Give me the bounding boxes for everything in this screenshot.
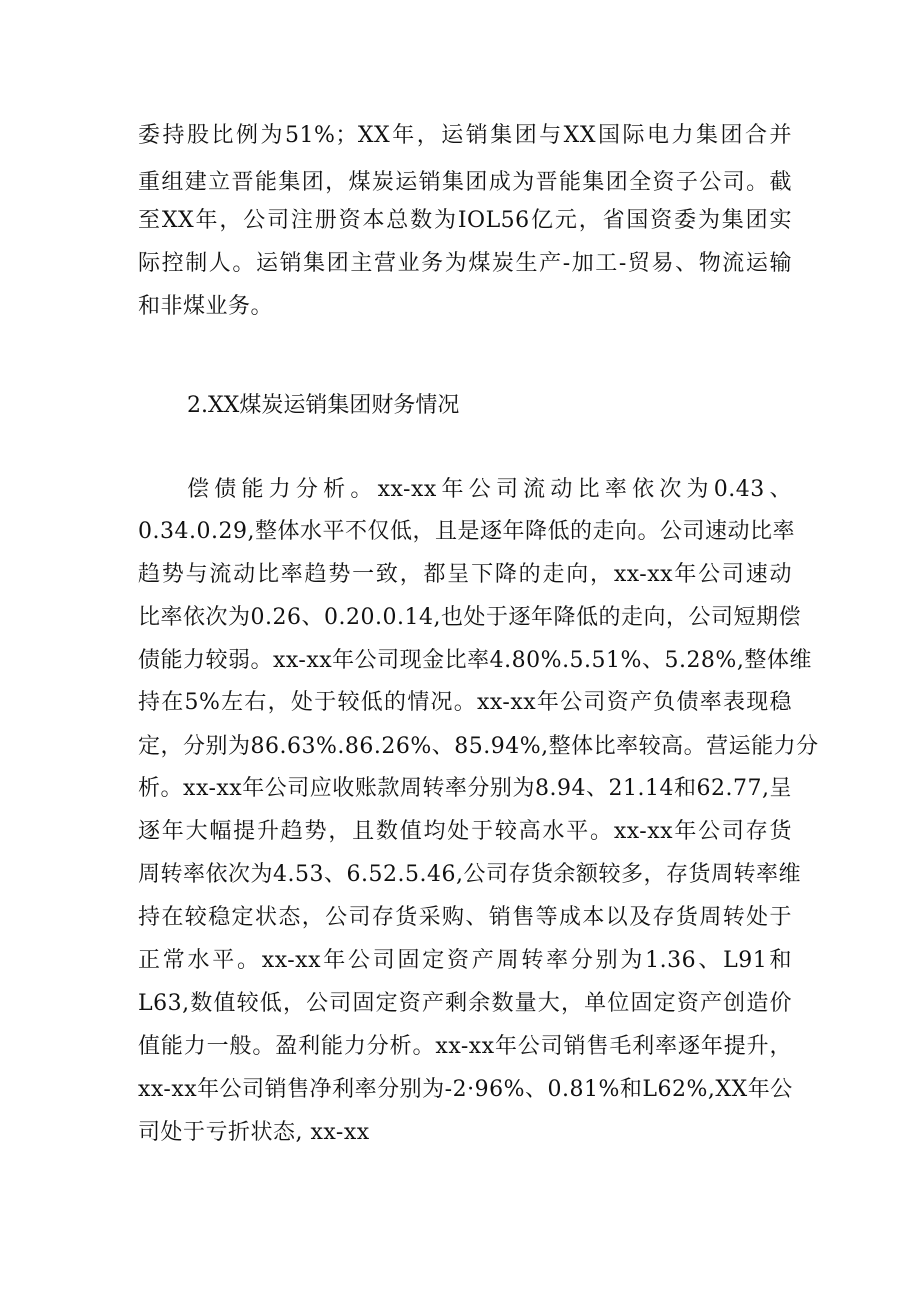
section-heading: 2.XX煤炭运销集团财务情况 — [187, 393, 460, 418]
paragraph-1-line-3: 至XX年，公司注册资本总数为IOL56亿元，省国资委为集团实 — [138, 208, 792, 233]
paragraph-2-line-10: 周转率依次为4.53、6.52.5.46,公司存货余额较多，存货周转率维 — [138, 862, 801, 887]
paragraph-2-line-6: 持在5%左右，处于较低的情况。xx-xx年公司资产负债率表现稳 — [138, 690, 792, 715]
paragraph-2-line-1: 偿债能力分析。xx-xx年公司流动比率依次为0.43、 — [187, 477, 792, 502]
paragraph-1-line-5: 和非煤业务。 — [138, 294, 274, 319]
paragraph-2-line-4: 比率依次为0.26、0.20.0.14,也处于逐年降低的走向，公司短期偿 — [138, 605, 801, 630]
paragraph-1-line-2: 重组建立晋能集团，煤炭运销集团成为晋能集团全资子公司。截 — [138, 170, 792, 195]
paragraph-2-line-9: 逐年大幅提升趋势，且数值均处于较高水平。xx-xx年公司存货 — [138, 819, 792, 844]
paragraph-2-line-2: 0.34.0.29,整体水平不仅低，且是逐年降低的走向。公司速动比率 — [138, 519, 795, 544]
paragraph-2-line-11: 持在较稳定状态，公司存货采购、销售等成本以及存货周转处于 — [138, 905, 792, 930]
paragraph-2-line-15: xx-xx年公司销售净利率分别为-2·96%、0.81%和L62%,XX年公 — [138, 1077, 793, 1102]
paragraph-1-line-1: 委持股比例为51%；XX年，运销集团与XX国际电力集团合并 — [138, 123, 792, 148]
paragraph-2-line-12: 正常水平。xx-xx年公司固定资产周转率分别为1.36、L91和 — [138, 948, 792, 973]
paragraph-1-line-4: 际控制人。运销集团主营业务为煤炭生产-加工-贸易、物流运输 — [138, 251, 792, 276]
paragraph-2-line-3: 趋势与流动比率趋势一致，都呈下降的走向，xx-xx年公司速动 — [138, 562, 792, 587]
paragraph-2-line-14: 值能力一般。盈利能力分析。xx-xx年公司销售毛利率逐年提升， — [138, 1034, 792, 1059]
paragraph-2-line-7: 定，分别为86.63%.86.26%、85.94%,整体比率较高。营运能力分 — [138, 734, 819, 759]
paragraph-2-line-13: L63,数值较低，公司固定资产剩余数量大，单位固定资产创造价 — [138, 991, 792, 1016]
paragraph-2-line-5: 债能力较弱。xx-xx年公司现金比率4.80%.5.51%、5.28%,整体维 — [138, 648, 812, 673]
paragraph-2-line-16: 司处于亏折状态, xx-xx — [138, 1120, 370, 1145]
paragraph-2-line-8: 析。xx-xx年公司应收账款周转率分别为8.94、21.14和62.77,呈 — [138, 776, 792, 801]
